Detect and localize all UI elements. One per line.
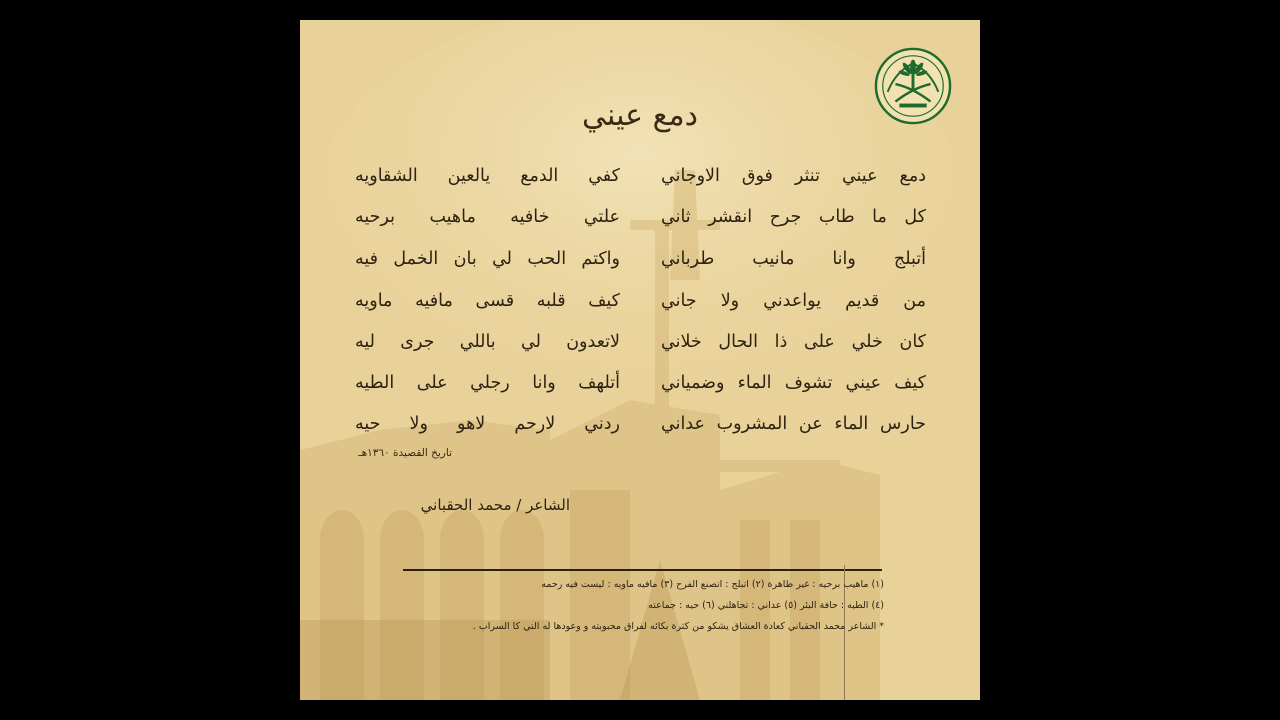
verse-right-1: دمع عيني تنثر فوق الاوجاني xyxy=(661,166,926,186)
footnote-3: * الشاعر محمد الحقباني كعادة العشاق يشكو من كثرة بكائه لفراق محبوبته و وعودها له التي كا السراب . xyxy=(472,621,884,632)
verse-left-1: كفي الدمع يالعين الشقاويه xyxy=(355,166,620,186)
verse-left-7: ردني لارحم لاهو ولا حيه xyxy=(355,414,620,434)
footnote-1: (١) ماهيب برحيه : غير ظاهرة (٢) اتبلج : اتصنع الفرح (٣) مافيه ماويه : ليست فيه رحمه xyxy=(541,579,884,590)
verse-left-2: علتي خافيه ماهيب برحيه xyxy=(355,207,620,227)
footnote-divider xyxy=(403,569,882,571)
verse-right-2: كل ما طاب جرح انقشر ثاني xyxy=(661,207,926,227)
poem-title: دمع عيني xyxy=(582,98,698,133)
poem-date: تاريخ القصيدة ١٣٦٠هـ xyxy=(358,447,452,459)
verse-right-3: أتبلج وانا مانيب طرباني xyxy=(661,249,926,269)
poem-verses xyxy=(300,20,980,460)
verse-right-5: كان خلي على ذا الحال خلاني xyxy=(661,332,926,352)
verse-right-4: من قديم يواعدني ولا جاني xyxy=(661,291,926,311)
verse-right-7: حارس الماء عن المشروب عداني xyxy=(661,414,926,434)
verse-left-6: أتلهف وانا رجلي على الطيه xyxy=(355,373,620,393)
verse-right-6: كيف عيني تشوف الماء وضمياني xyxy=(661,373,926,393)
verse-left-4: كيف قلبه قسى مافيه ماويه xyxy=(355,291,620,311)
verse-left-5: لاتعدون لي باللي جرى ليه xyxy=(355,332,620,352)
poem-page xyxy=(300,20,980,700)
poet-name: الشاعر / محمد الحقباني xyxy=(420,496,570,514)
footnote-2: (٤) الطيه : حافة البئر (٥) عداني : تجاهلني (٦) حيه : جماعته xyxy=(648,600,884,611)
verse-left-3: واكتم الحب لي بان الخمل فيه xyxy=(355,249,620,269)
